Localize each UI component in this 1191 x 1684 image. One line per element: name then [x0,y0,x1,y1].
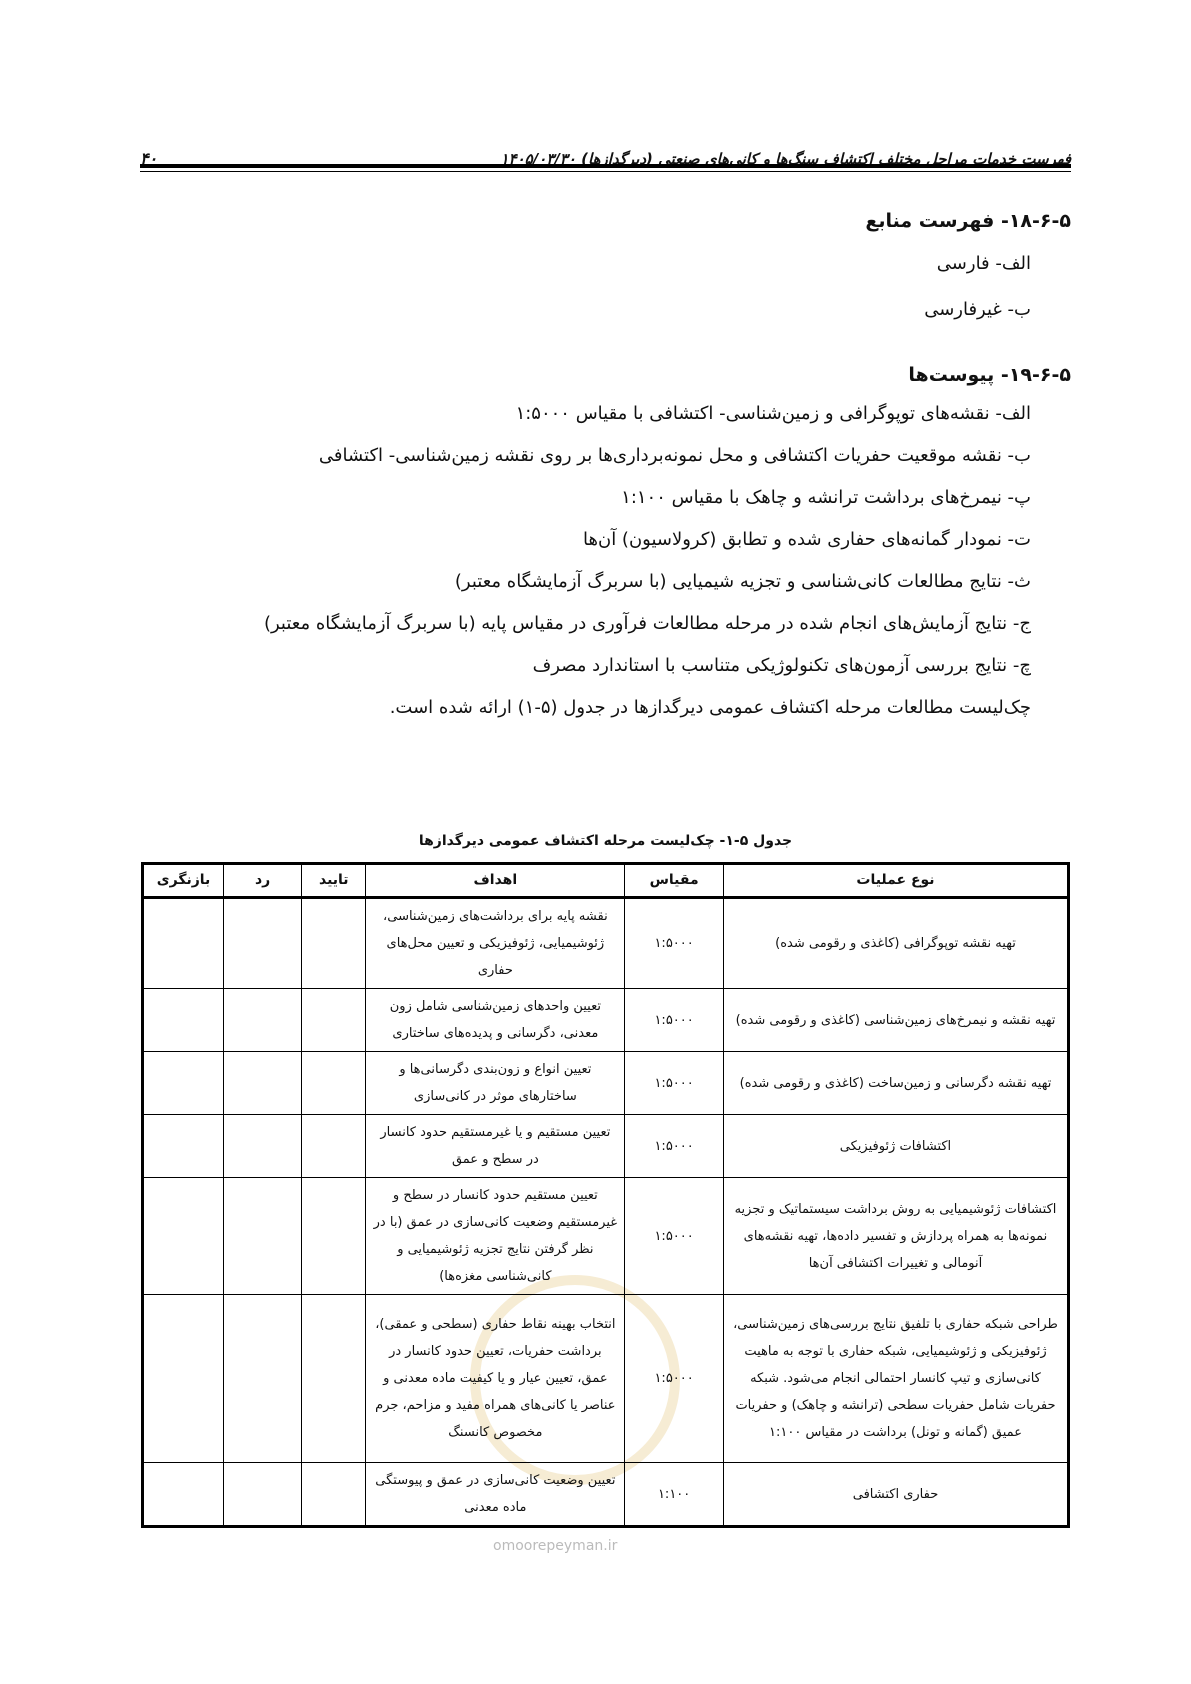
table-cell: طراحی شبکه حفاری با تلفیق نتایج بررسی‌های زمین‌شناسی، ژئوفیزیکی و ژئوشیمیایی، شبکه حفاری با توجه به ماهیت کانی‌سازی و تیپ کانسار احتمالی انجام می‌شود. شبکه حفریات شامل حفریات سطحی (ترانشه و چاهک) و حفریات عمیق (گمانه و تونل) برداشت در مقیاس ۱:۱۰۰ [723,1295,1068,1463]
table-cell: ۱:۵۰۰۰ [625,898,724,989]
header-cell: بازنگری [143,864,224,898]
table-cell: نقشه پایه برای برداشت‌های زمین‌شناسی، ژئوشیمیایی، ژئوفیزیکی و تعیین محل‌های حفاری [366,898,625,989]
table-cell [224,898,302,989]
table-cell [143,989,224,1052]
section18-item: ب- غیرفارسی [924,299,1031,320]
table-cell: تعیین واحدهای زمین‌شناسی شامل زون معدنی، دگرسانی و پدیده‌های ساختاری [366,989,625,1052]
section19-item: ج- نتایج آزمایش‌های انجام شده در مرحله مطالعات فرآوری در مقیاس پایه (با سربرگ آزمایشگاه معتبر) [263,613,1031,634]
section19-item: چ- نتایج بررسی آزمون‌های تکنولوژیکی متناسب با استاندارد مصرف [532,655,1031,676]
table-cell: انتخاب بهینه نقاط حفاری (سطحی و عمقی)، برداشت حفریات، تعیین حدود کانسار در عمق، تعیین عیار و یا کیفیت ماده معدنی و عناصر یا کانی‌های همراه مفید و مزاحم، جرم مخصوص کانسنگ [366,1295,625,1463]
table-cell [143,1052,224,1115]
table-cell [224,1115,302,1178]
table-cell [302,1463,366,1527]
table-cell [143,898,224,989]
table-cell: اکتشافات ژئوفیزیکی [723,1115,1068,1178]
table-cell [143,1295,224,1463]
section19-item: ت- نمودار گمانه‌های حفاری شده و تطابق (کرولاسیون) آن‌ها [583,529,1031,550]
table-row [143,1052,1069,1115]
header-cell: اهداف [366,864,625,898]
table-row [143,898,1069,989]
table-cell [224,1178,302,1295]
header-rule-thin [140,171,1071,172]
table-cell: تهیه نقشه و نیمرخ‌های زمین‌شناسی (کاغذی و رقومی شده) [723,989,1068,1052]
table-cell [302,989,366,1052]
table-cell [224,1463,302,1527]
table-cell [302,1295,366,1463]
table-cell: تعیین مستقیم حدود کانسار در سطح و غیرمستقیم وضعیت کانی‌سازی در عمق (با در نظر گرفتن نتایج تجزیه ژئوشیمیایی و کانی‌شناسی مغزه‌ها) [366,1178,625,1295]
section19-item: الف- نقشه‌های توپوگرافی و زمین‌شناسی- اکتشافی با مقیاس ۱:۵۰۰۰ [515,403,1031,424]
table-cell [143,1463,224,1527]
table-cell: ۱:۵۰۰۰ [625,1295,724,1463]
table-cell: تعیین مستقیم و یا غیرمستقیم حدود کانسار در سطح و عمق [366,1115,625,1178]
table-cell [143,1115,224,1178]
table-cell: تهیه نقشه توپوگرافی (کاغذی و رقومی شده) [723,898,1068,989]
table-row [143,1463,1069,1527]
page-header [140,128,1071,168]
table-cell: اکتشافات ژئوشیمیایی به روش برداشت سیستماتیک و تجزیه نمونه‌ها به همراه پردازش و تفسیر داده‌ها، تهیه نقشه‌های آنومالی و تغییرات اکتشافی آن‌ها [723,1178,1068,1295]
table-cell [224,1295,302,1463]
body-content [140,210,1071,722]
table-cell: حفاری اکتشافی [723,1463,1068,1527]
table-cell [302,898,366,989]
section19-heading: ۱۹-۶-۵- پیوست‌ها [908,364,1071,386]
table-cell [302,1115,366,1178]
table-cell: ۱:۵۰۰۰ [625,1115,724,1178]
header-cell: نوع عملیات [723,864,1068,898]
running-title: فهرست خدمات مراحل مختلف اکتشاف سنگ‌ها و کانی‌های صنعتی (دیرگدازها) ۱۴۰۵/۰۳/۳۰ [500,150,1071,168]
table-cell [224,1052,302,1115]
header-cell: مقیاس [625,864,724,898]
section19-item: ث- نتایج مطالعات کانی‌شناسی و تجزیه شیمیایی (با سربرگ آزمایشگاه معتبر) [454,571,1031,592]
table-header-row [143,864,1069,898]
table-cell: تعیین وضعیت کانی‌سازی در عمق و پیوستگی ماده معدنی [366,1463,625,1527]
table-row [143,1178,1069,1295]
table-cell: تهیه نقشه دگرسانی و زمین‌ساخت (کاغذی و رقومی شده) [723,1052,1068,1115]
table-cell: ۱:۵۰۰۰ [625,1052,724,1115]
section18-item: الف- فارسی [936,253,1031,274]
header-cell: رد [224,864,302,898]
table-row [143,1295,1069,1463]
site-watermark: omoorepeyman.ir [493,1538,618,1554]
header-cell: تایید [302,864,366,898]
table-cell: تعیین انواع و زون‌بندی دگرسانی‌ها و ساختارهای موثر در کانی‌سازی [366,1052,625,1115]
table-cell [224,989,302,1052]
table-row [143,989,1069,1052]
table-cell [143,1178,224,1295]
table-caption: جدول ۵-۱- چک‌لیست مرحله اکتشاف عمومی دیرگدازها [418,833,793,849]
table-row [143,1115,1069,1178]
table-cell: ۱:۱۰۰ [625,1463,724,1527]
table-cell: ۱:۵۰۰۰ [625,989,724,1052]
table-cell: ۱:۵۰۰۰ [625,1178,724,1295]
page-number: ۴۰ [140,149,158,168]
table-cell [302,1052,366,1115]
header-rule-thick [140,164,1071,168]
table-cell [302,1178,366,1295]
checklist-table [141,862,1070,1528]
section19-item: پ- نیمرخ‌های برداشت ترانشه و چاهک با مقیاس ۱:۱۰۰ [621,487,1031,508]
section19-item: ب- نقشه موقعیت حفریات اکتشافی و محل نمونه‌برداری‌ها بر روی نقشه زمین‌شناسی- اکتشافی [318,445,1031,466]
section18-heading: ۱۸-۶-۵- فهرست منابع [865,210,1071,232]
section19-closing: چک‌لیست مطالعات مرحله اکتشاف عمومی دیرگدازها در جدول (۵-۱) ارائه شده است. [389,697,1031,718]
